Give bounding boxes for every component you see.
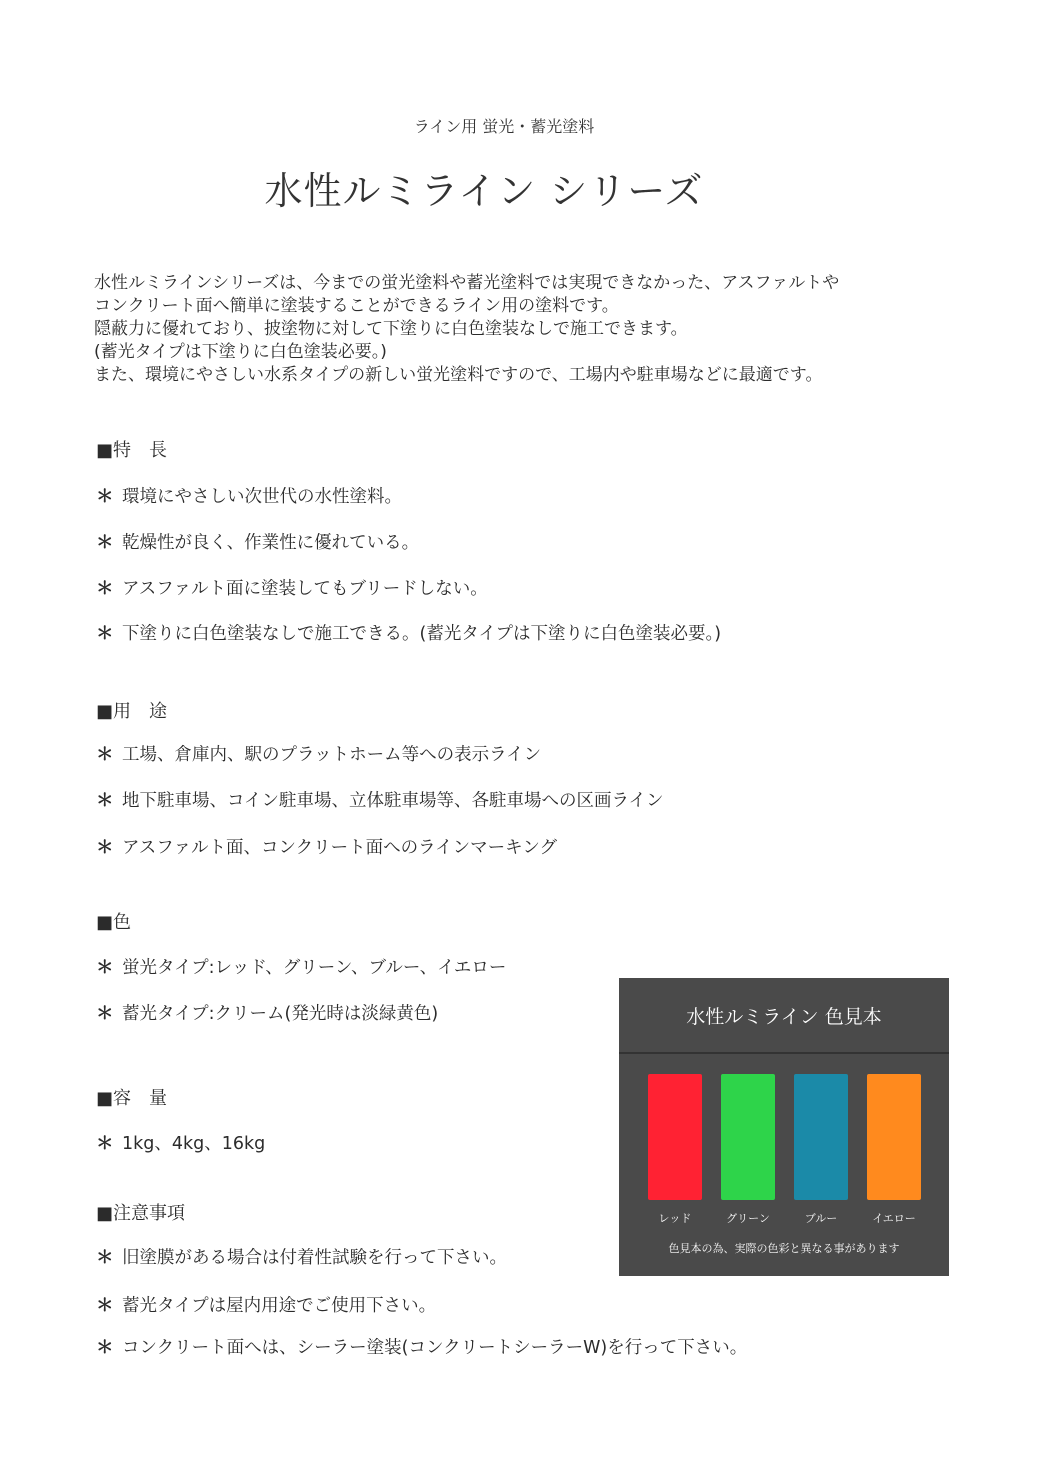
intro-paragraph [94,272,974,387]
swatch-red [648,1074,702,1200]
color-swatch-card [619,978,949,1276]
product-category: ライン用 蛍光・蓄光塗料 [413,117,595,136]
bullet-icon: ＊ [96,745,114,765]
color-item: ＊ 蛍光タイプ:レッド、グリーン、ブルー、イエロー [96,954,506,979]
color-item: ＊ 蓄光タイプ:クリーム(発光時は淡緑黄色) [96,1000,438,1025]
features-heading: ■特 長 [96,440,168,461]
intro-line: (蓄光タイプは下塗りに白色塗装必要。) [94,342,387,362]
bullet-icon: ＊ [96,838,114,858]
bullet-icon: ＊ [96,624,114,644]
swatch-label-red: レッド [658,1212,692,1225]
use-item: ＊ アスファルト面、コンクリート面へのラインマーキング [96,834,557,859]
use-item: ＊ 工場、倉庫内、駅のプラットホーム等への表示ライン [96,741,541,766]
note-item: ＊ 旧塗膜がある場合は付着性試験を行って下さい。 [96,1244,507,1269]
capacity-heading: ■容 量 [96,1088,168,1109]
bullet-icon: ＊ [96,1134,114,1154]
intro-line: また、環境にやさしい水系タイプの新しい蛍光塗料ですので、工場内や駐車場などに最適です。 [94,365,823,385]
swatch-blue [794,1074,848,1200]
note-item: ＊ コンクリート面へは、シーラー塗装(コンクリートシーラーW)を行って下さい。 [96,1334,747,1359]
bullet-icon: ＊ [96,1338,114,1358]
page-title: 水性ルミライン シリーズ [264,169,704,213]
swatch-label-blue: ブルー [804,1212,838,1225]
intro-line: コンクリート面へ簡単に塗装することができるライン用の塗料です。 [94,296,619,316]
uses-heading: ■用 途 [96,701,168,722]
feature-item: ＊ 下塗りに白色塗装なしで施工できる。(蓄光タイプは下塗りに白色塗装必要。) [96,620,721,645]
bullet-icon: ＊ [96,533,114,553]
swatch-label-yellow: イエロー [872,1212,916,1225]
use-item: ＊ 地下駐車場、コイン駐車場、立体駐車場等、各駐車場への区画ライン [96,787,663,812]
swatch-yellow [867,1074,921,1200]
bullet-icon: ＊ [96,1296,114,1316]
swatch-green [721,1074,775,1200]
notes-heading: ■注意事項 [96,1203,186,1224]
intro-line: 隠蔽力に優れており、披塗物に対して下塗りに白色塗装なしで施工できます。 [94,319,688,339]
swatch-card-title: 水性ルミライン 色見本 [686,1005,882,1028]
bullet-icon: ＊ [96,579,114,599]
swatch-label-green: グリーン [726,1212,770,1225]
bullet-icon: ＊ [96,487,114,507]
bullet-icon: ＊ [96,1004,114,1024]
colors-heading: ■色 [96,912,132,933]
bullet-icon: ＊ [96,791,114,811]
intro-line: 水性ルミラインシリーズは、今までの蛍光塗料や蓄光塗料では実現できなかった、アスファルトや [94,273,840,293]
capacity-item: ＊ 1kg、4kg、16kg [96,1130,265,1155]
bullet-icon: ＊ [96,1248,114,1268]
swatch-card-divider [619,1052,949,1054]
feature-item: ＊ 環境にやさしい次世代の水性塗料。 [96,483,402,508]
swatch-disclaimer: 色見本の為、実際の色彩と異なる事があります [668,1242,900,1255]
feature-item: ＊ 乾燥性が良く、作業性に優れている。 [96,529,419,554]
feature-item: ＊ アスファルト面に塗装してもブリードしない。 [96,575,488,600]
note-item: ＊ 蓄光タイプは屋内用途でご使用下さい。 [96,1292,436,1317]
bullet-icon: ＊ [96,958,114,978]
